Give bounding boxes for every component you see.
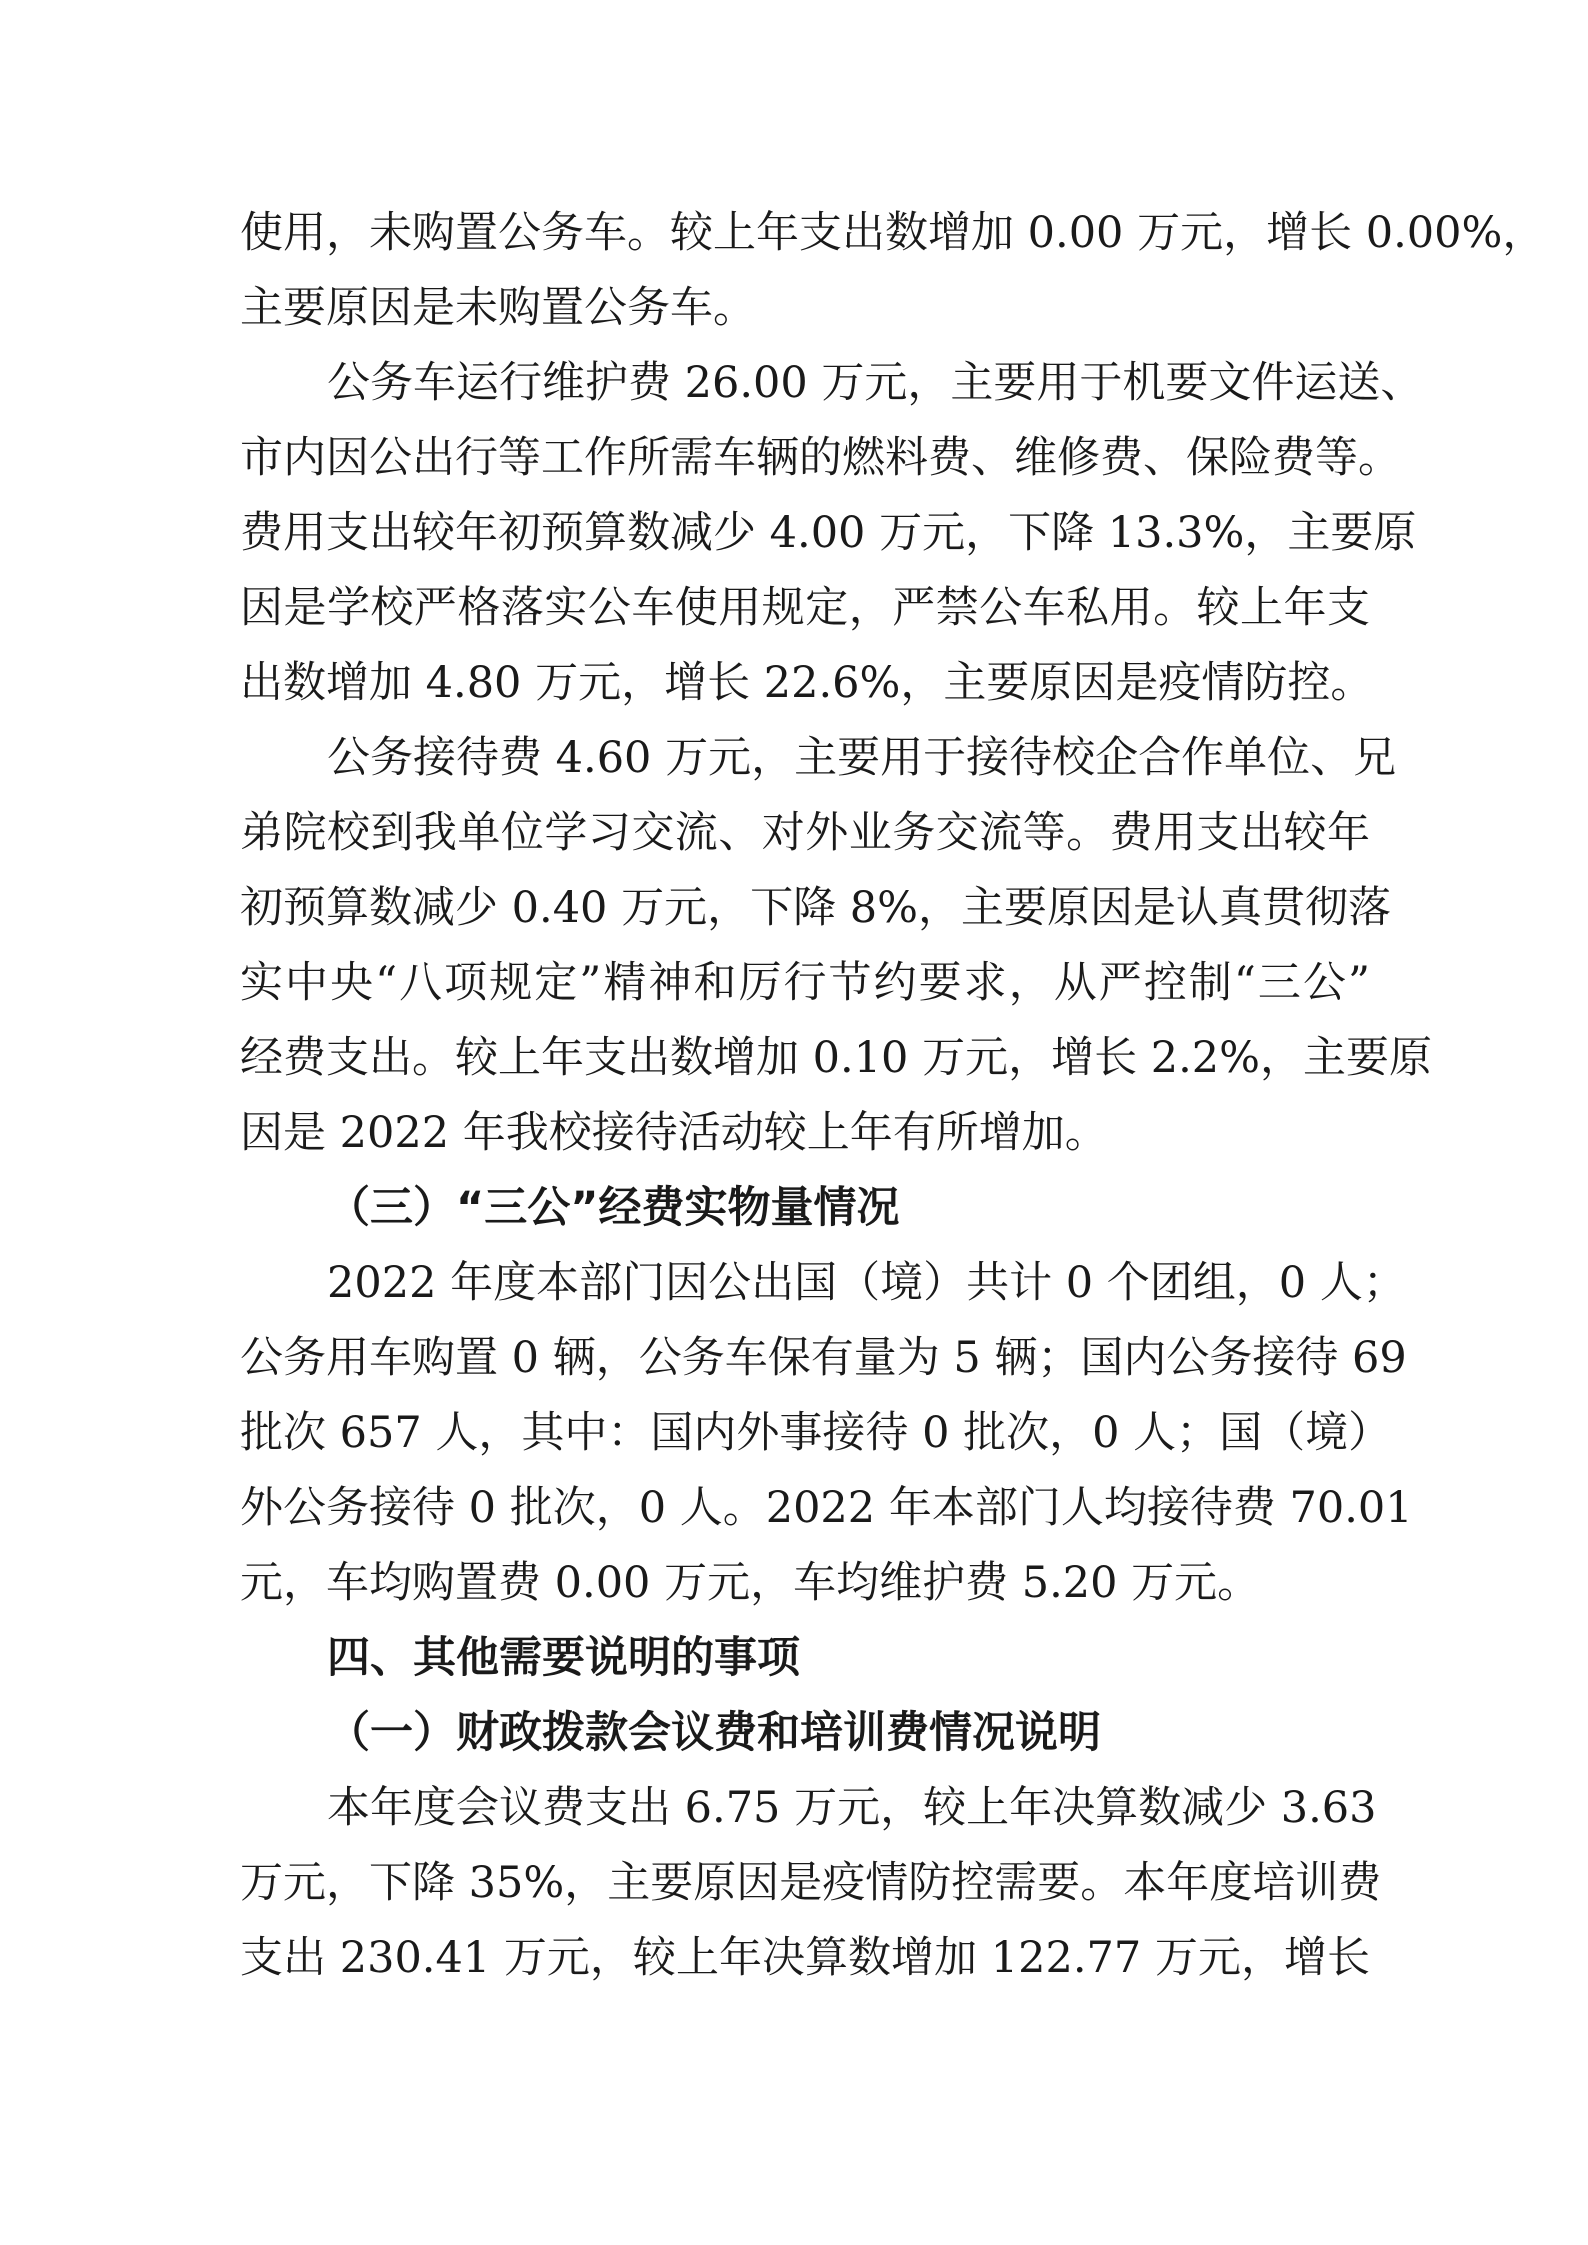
paragraph-first-line: 公务车运行维护费 26.00 万元，主要用于机要文件运送、 (327, 358, 1424, 408)
body-text-line: 外公务接待 0 批次，0 人。2022 年本部门人均接待费 70.01 (240, 1483, 1413, 1533)
chapter-heading: 四、其他需要说明的事项 (327, 1633, 800, 1683)
section-heading: （三）“三公”经费实物量情况 (327, 1183, 900, 1233)
paragraph-first-line: 本年度会议费支出 6.75 万元，较上年决算数减少 3.63 (327, 1783, 1377, 1833)
body-text-line: 出数增加 4.80 万元，增长 22.6%，主要原因是疫情防控。 (240, 658, 1374, 708)
body-text-line: 费用支出较年初预算数减少 4.00 万元，下降 13.3%，主要原 (240, 508, 1417, 558)
body-text-line: 经费支出。较上年支出数增加 0.10 万元，增长 2.2%，主要原 (240, 1033, 1432, 1083)
body-text-line: 公务用车购置 0 辆，公务车保有量为 5 辆；国内公务接待 69 (240, 1333, 1407, 1383)
body-text-line: 元，车均购置费 0.00 万元，车均维护费 5.20 万元。 (240, 1558, 1261, 1608)
body-text-line: 批次 657 人，其中：国内外事接待 0 批次，0 人；国（境） (240, 1408, 1392, 1458)
body-text-line: 实中央“八项规定”精神和厉行节约要求，从严控制“三公” (240, 958, 1370, 1008)
body-text-line: 使用，未购置公务车。较上年支出数增加 0.00 万元，增长 0.00%， (240, 208, 1546, 258)
body-text-line: 初预算数减少 0.40 万元，下降 8%，主要原因是认真贯彻落 (240, 883, 1391, 933)
body-text-line: 主要原因是未购置公务车。 (240, 283, 756, 333)
document-page (240, 196, 1546, 1996)
body-text-line: 支出 230.41 万元，较上年决算数增加 122.77 万元，增长 (240, 1933, 1370, 1983)
paragraph-first-line: 2022 年度本部门因公出国（境）共计 0 个团组，0 人； (327, 1258, 1406, 1308)
body-text-line: 市内因公出行等工作所需车辆的燃料费、维修费、保险费等。 (240, 433, 1401, 483)
body-text-line: 万元，下降 35%，主要原因是疫情防控需要。本年度培训费 (240, 1858, 1382, 1908)
paragraph-first-line: 公务接待费 4.60 万元，主要用于接待校企合作单位、兄 (327, 733, 1397, 783)
section-heading: （一）财政拨款会议费和培训费情况说明 (327, 1708, 1101, 1758)
body-text-line: 因是 2022 年我校接待活动较上年有所增加。 (240, 1108, 1108, 1158)
body-text-line: 因是学校严格落实公车使用规定，严禁公车私用。较上年支 (240, 583, 1370, 633)
body-text-line: 弟院校到我单位学习交流、对外业务交流等。费用支出较年 (240, 808, 1370, 858)
